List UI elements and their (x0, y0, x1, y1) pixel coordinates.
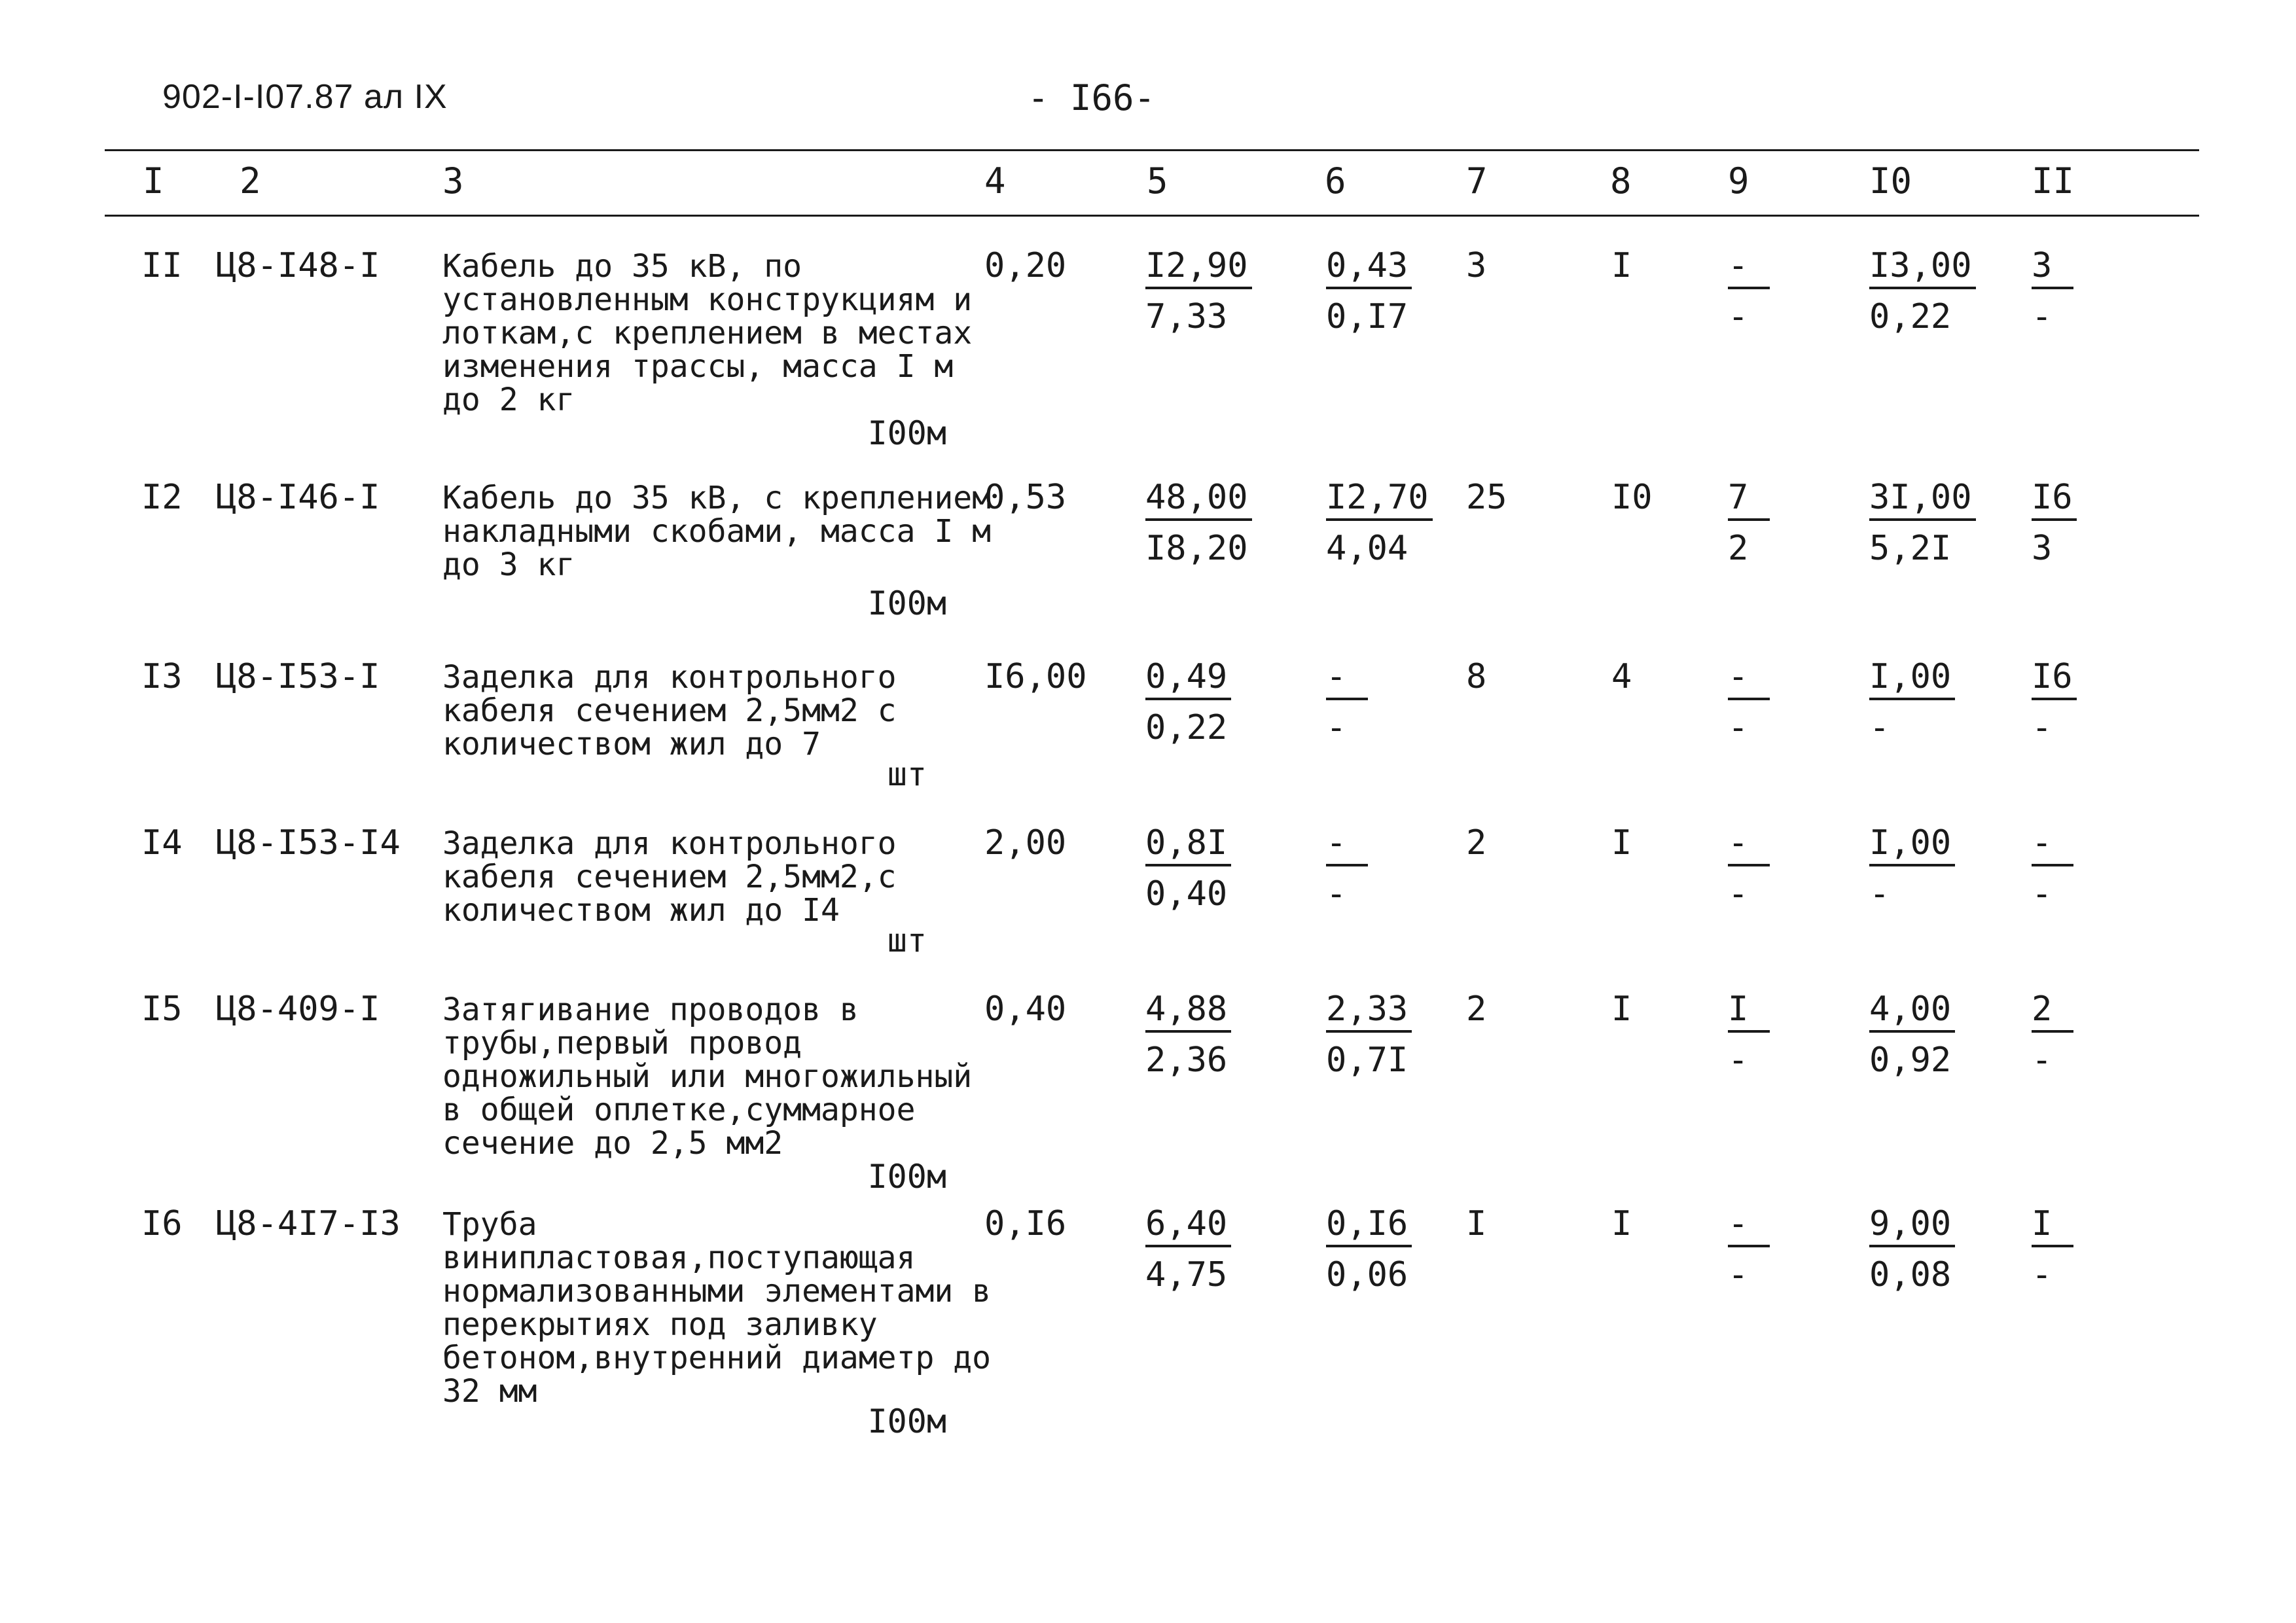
fraction-bottom: 2,36 (1145, 1041, 1228, 1080)
fraction-bottom: - (1728, 297, 1749, 336)
fraction-top: - (1326, 826, 1368, 866)
fraction-top: I3,00 (1869, 249, 1976, 289)
fraction-bottom: 7,33 (1145, 297, 1228, 336)
fraction-bottom: 3 (2032, 529, 2053, 568)
column-header: 5 (1147, 160, 1168, 202)
fraction-top: - (2032, 826, 2073, 866)
fraction-col9 (1728, 657, 1770, 747)
fraction-col10 (1869, 246, 1976, 336)
fraction-col9 (1728, 823, 1770, 914)
fraction-col11 (2032, 990, 2073, 1080)
col8-value: I (1611, 1204, 1632, 1243)
quantity: I6,00 (984, 657, 1087, 696)
fraction-top: - (1728, 1207, 1770, 1247)
unit-label: I00м (867, 1402, 946, 1440)
fraction-bottom: - (1728, 1041, 1749, 1080)
fraction-bottom: I8,20 (1145, 529, 1248, 568)
fraction-col10 (1869, 657, 1955, 747)
fraction-bottom: 2 (1728, 529, 1749, 568)
fraction-top: 2 (2032, 992, 2073, 1033)
fraction-col11 (2032, 478, 2077, 568)
col7-value: 8 (1466, 657, 1487, 696)
quantity: 2,00 (984, 823, 1067, 863)
rate-code: Ц8-I53-I (216, 657, 380, 696)
row-number: I5 (141, 990, 183, 1029)
column-header: 6 (1325, 160, 1346, 202)
fraction-bottom: 0,7I (1326, 1041, 1408, 1080)
fraction-top: I,00 (1869, 826, 1955, 866)
fraction-col6 (1326, 1204, 1412, 1294)
fraction-col6 (1326, 823, 1368, 914)
description-text: Кабель до 35 кВ, с креплением накладными скобами, масса I м до 3 кг (442, 480, 992, 583)
page-number: - I66- (1028, 77, 1156, 118)
fraction-bottom: - (1326, 874, 1347, 914)
fraction-top: - (1728, 249, 1770, 289)
fraction-col11 (2032, 657, 2077, 747)
fraction-col11 (2032, 246, 2073, 336)
fraction-top: 48,00 (1145, 480, 1252, 521)
fraction-bottom: - (1728, 1255, 1749, 1294)
quantity: 0,I6 (984, 1204, 1067, 1243)
fraction-top: I (1728, 992, 1770, 1033)
fraction-bottom: - (2032, 874, 2053, 914)
header-bottom-rule (105, 215, 2199, 217)
column-header: I (143, 160, 164, 202)
fraction-bottom: 4,75 (1145, 1255, 1228, 1294)
work-description (442, 825, 1005, 959)
fraction-top: I6 (2032, 660, 2077, 700)
fraction-top: 4,00 (1869, 992, 1955, 1033)
col8-value: I (1611, 246, 1632, 285)
col7-value: 2 (1466, 823, 1487, 863)
description-text: Кабель до 35 кВ, по установленным конструкциям и лоткам,с креплением в местах изменения трассы, масса I м до 2 кг (442, 248, 973, 418)
description-text: Труба винипластовая,поступающая нормализованными элементами в перекрытиях под заливку бетоном,внутренний диаметр до 32 мм (442, 1206, 992, 1410)
fraction-bottom: 0,I7 (1326, 297, 1408, 336)
fraction-top: 3I,00 (1869, 480, 1976, 521)
fraction-bottom: - (1869, 874, 1890, 914)
fraction-top: - (1728, 826, 1770, 866)
fraction-col5 (1145, 478, 1252, 568)
row-number: II (141, 246, 183, 285)
fraction-col9 (1728, 1204, 1770, 1294)
quantity: 0,40 (984, 990, 1067, 1029)
col7-value: 3 (1466, 246, 1487, 285)
fraction-bottom: 4,04 (1326, 529, 1408, 568)
fraction-top: 6,40 (1145, 1207, 1231, 1247)
fraction-col10 (1869, 823, 1955, 914)
fraction-top: 0,8I (1145, 826, 1231, 866)
rate-code: Ц8-409-I (216, 990, 380, 1029)
fraction-bottom: - (2032, 297, 2053, 336)
fraction-top: I2,90 (1145, 249, 1252, 289)
work-description (442, 993, 1005, 1194)
column-header: II (2032, 160, 2075, 202)
fraction-col6 (1326, 990, 1412, 1080)
description-text: Заделка для контрольного кабеля сечением 2,5мм2 с количеством жил до 7 (442, 659, 897, 762)
column-header: 3 (442, 160, 464, 202)
fraction-col5 (1145, 657, 1231, 747)
fraction-col6 (1326, 478, 1433, 568)
fraction-top: - (1728, 660, 1770, 700)
unit-label: I00м (867, 414, 946, 452)
fraction-top: 4,88 (1145, 992, 1231, 1033)
fraction-bottom: - (1728, 708, 1749, 747)
unit-label: шт (887, 921, 927, 959)
fraction-top: I (2032, 1207, 2073, 1247)
fraction-col10 (1869, 990, 1955, 1080)
rate-code: Ц8-4I7-I3 (216, 1204, 401, 1243)
fraction-bottom: 5,2I (1869, 529, 1952, 568)
column-header: 9 (1728, 160, 1749, 202)
column-header: 2 (240, 160, 261, 202)
quantity: 0,20 (984, 246, 1067, 285)
document-code: 902-I-I07.87 ал IX (162, 78, 448, 116)
description-text: Заделка для контрольного кабеля сечением 2,5мм2,с количеством жил до I4 (442, 825, 897, 929)
fraction-col9 (1728, 246, 1770, 336)
fraction-bottom: - (1728, 874, 1749, 914)
col8-value: I (1611, 823, 1632, 863)
fraction-bottom: - (2032, 1041, 2053, 1080)
fraction-bottom: 0,08 (1869, 1255, 1952, 1294)
fraction-top: 0,I6 (1326, 1207, 1412, 1247)
rate-code: Ц8-I53-I4 (216, 823, 401, 863)
work-description (442, 482, 1005, 620)
col7-value: I (1466, 1204, 1487, 1243)
column-header: 7 (1466, 160, 1488, 202)
fraction-bottom: - (1869, 708, 1890, 747)
fraction-col5 (1145, 990, 1231, 1080)
fraction-col10 (1869, 478, 1976, 568)
fraction-top: - (1326, 660, 1368, 700)
fraction-col5 (1145, 1204, 1231, 1294)
col8-value: I (1611, 990, 1632, 1029)
column-header: 8 (1610, 160, 1632, 202)
row-number: I3 (141, 657, 183, 696)
fraction-top: 2,33 (1326, 992, 1412, 1033)
fraction-top: I6 (2032, 480, 2077, 521)
fraction-col5 (1145, 246, 1252, 336)
rate-code: Ц8-I48-I (216, 246, 380, 285)
fraction-top: 3 (2032, 249, 2073, 289)
quantity: 0,53 (984, 478, 1067, 517)
unit-label: I00м (867, 584, 946, 622)
row-number: I6 (141, 1204, 183, 1243)
fraction-col5 (1145, 823, 1231, 914)
fraction-bottom: - (2032, 708, 2053, 747)
col8-value: 4 (1611, 657, 1632, 696)
fraction-col11 (2032, 1204, 2073, 1294)
fraction-col6 (1326, 246, 1412, 336)
column-header: 4 (984, 160, 1006, 202)
fraction-top: 0,49 (1145, 660, 1231, 700)
row-number: I4 (141, 823, 183, 863)
unit-label: I00м (867, 1158, 946, 1196)
work-description (442, 659, 1005, 793)
fraction-bottom: - (1326, 708, 1347, 747)
fraction-col9 (1728, 990, 1770, 1080)
fraction-bottom: 0,06 (1326, 1255, 1408, 1294)
table-top-rule (105, 149, 2199, 151)
fraction-col9 (1728, 478, 1770, 568)
fraction-top: 0,43 (1326, 249, 1412, 289)
work-description (442, 250, 1005, 450)
rate-code: Ц8-I46-I (216, 478, 380, 517)
column-header: I0 (1869, 160, 1912, 202)
fraction-bottom: 0,22 (1869, 297, 1952, 336)
fraction-bottom: - (2032, 1255, 2053, 1294)
row-number: I2 (141, 478, 183, 517)
fraction-bottom: 0,22 (1145, 708, 1228, 747)
col8-value: I0 (1611, 478, 1653, 517)
col7-value: 25 (1466, 478, 1507, 517)
fraction-top: 7 (1728, 480, 1770, 521)
col7-value: 2 (1466, 990, 1487, 1029)
fraction-col6 (1326, 657, 1368, 747)
fraction-top: I2,70 (1326, 480, 1433, 521)
description-text: Затягивание проводов в трубы,первый провод одножильный или многожильный в общей оплетке,суммарное сечение до 2,5 мм2 (442, 991, 973, 1162)
work-description (442, 1206, 1005, 1440)
unit-label: шт (887, 755, 927, 793)
fraction-top: I,00 (1869, 660, 1955, 700)
fraction-col10 (1869, 1204, 1955, 1294)
fraction-bottom: 0,40 (1145, 874, 1228, 914)
fraction-bottom: 0,92 (1869, 1041, 1952, 1080)
fraction-top: 9,00 (1869, 1207, 1955, 1247)
fraction-col11 (2032, 823, 2073, 914)
